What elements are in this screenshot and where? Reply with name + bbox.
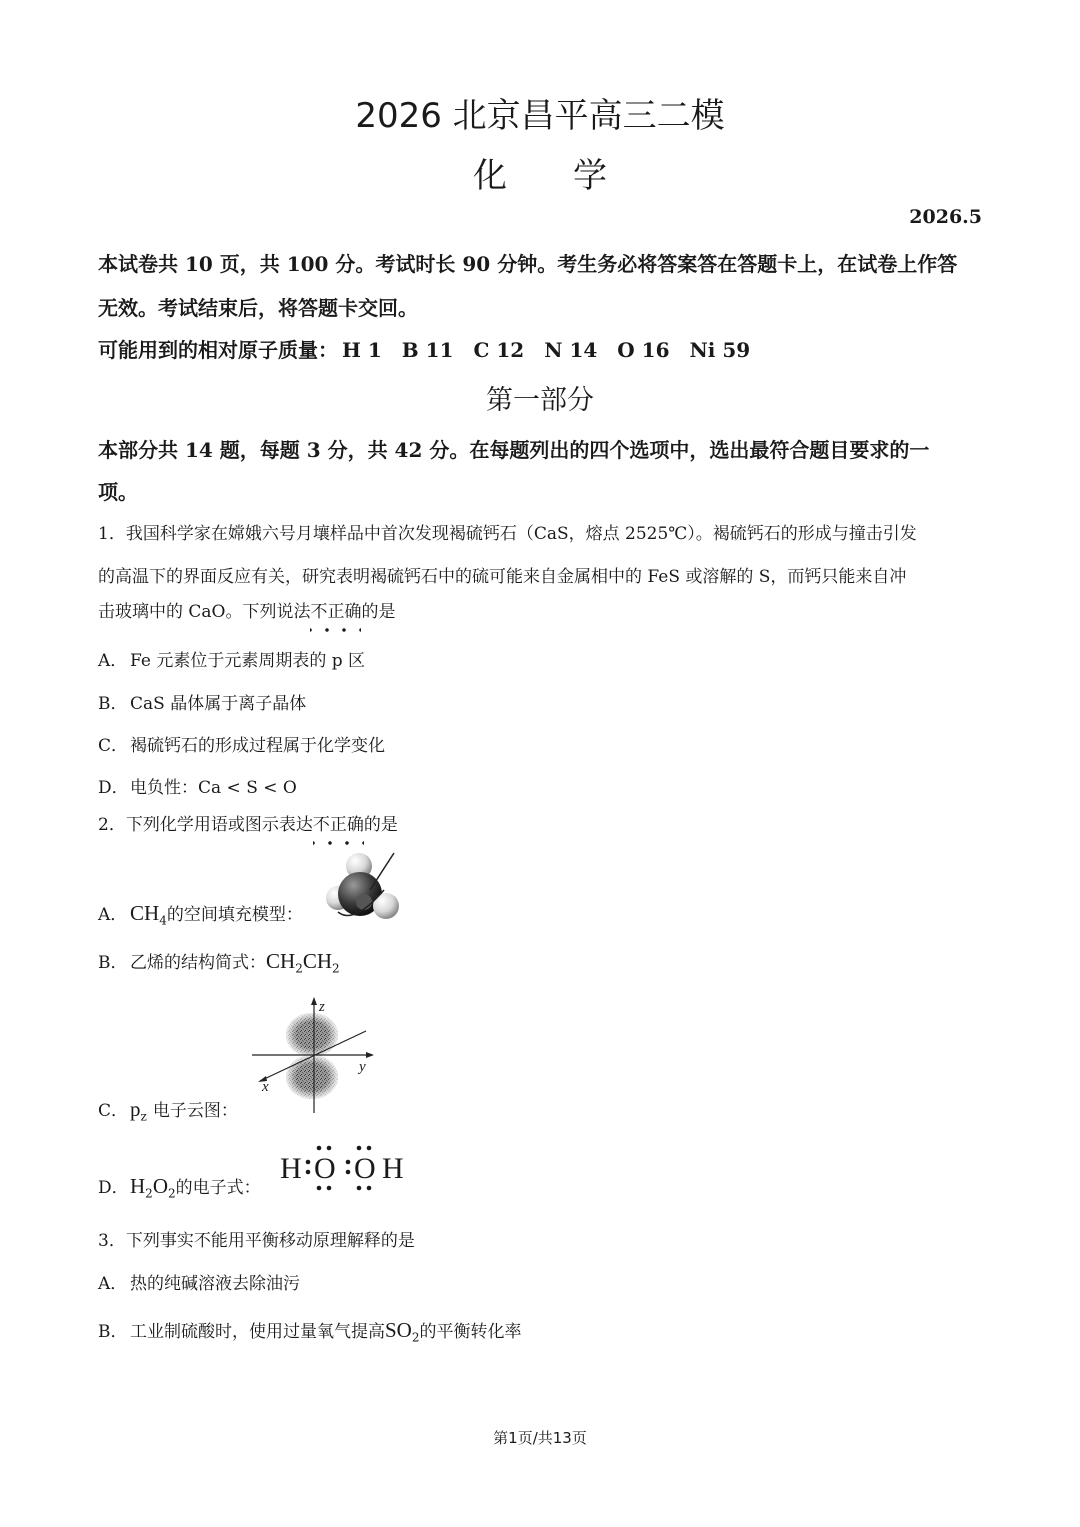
- option-text: 乙烯的结构简式：: [130, 953, 266, 973]
- exam-date: 2026.5: [909, 206, 982, 228]
- option-label: B．: [98, 1322, 128, 1342]
- option-label: A．: [98, 1274, 128, 1294]
- atomic-mass-o: O 16: [617, 338, 670, 362]
- q2-emphasis: 不正确: [312, 815, 364, 835]
- option-text: 褐硫钙石的形成过程属于化学变化: [130, 736, 385, 756]
- option-label: C．: [98, 1101, 129, 1121]
- atomic-mass-c: C 12: [473, 338, 525, 362]
- section-desc-line-2: 项。: [98, 480, 138, 504]
- q1-stem-text: 击玻璃中的 CaO。下列说法: [98, 602, 311, 622]
- formula: O: [152, 1174, 168, 1198]
- axis-y-label: y: [359, 1059, 366, 1075]
- option-text: 电子云图：: [152, 1101, 238, 1121]
- lewis-o-left: O: [314, 1152, 336, 1185]
- q1-stem-line-2: 的高温下的界面反应有关，研究表明褐硫钙石中的硫可能来自金属相中的 FeS 或溶解的 S，而钙只能来自冲: [98, 567, 907, 587]
- methane-space-filling-model-icon: [324, 850, 404, 925]
- q3-option-a: [98, 1269, 300, 1294]
- option-label: B．: [98, 953, 128, 973]
- h2o2-lewis-structure: [278, 1140, 408, 1194]
- q1-option-b: [98, 689, 306, 714]
- q1-option-d: [98, 773, 297, 798]
- q2-stem-end: 的是: [363, 815, 398, 835]
- formula: CH: [130, 901, 160, 925]
- option-text: CaS 晶体属于离子晶体: [130, 694, 307, 714]
- pz-orbital-diagram-icon: [248, 995, 378, 1113]
- subscript: 2: [167, 1186, 176, 1201]
- subscript: 2: [295, 961, 303, 976]
- option-text-end: 的平衡转化率: [419, 1322, 522, 1342]
- atomic-mass-h: H 1: [342, 338, 382, 362]
- atomic-mass-b: B 11: [401, 338, 454, 362]
- option-label: A．: [98, 905, 128, 925]
- option-label: D．: [98, 1178, 129, 1198]
- section-desc-line-1: 本部分共 14 题，每题 3 分，共 42 分。在每题列出的四个选项中，选出最符合题目要求的一: [98, 438, 930, 462]
- q1-option-c: [98, 731, 385, 756]
- axis-z-label: z: [319, 999, 325, 1015]
- page-footer: 第1页/共13页: [493, 1429, 587, 1447]
- subscript: 4: [159, 913, 167, 928]
- q3-option-b: [98, 1317, 522, 1344]
- subscript: 2: [332, 961, 340, 976]
- formula: p: [130, 1097, 141, 1121]
- option-text: Fe 元素位于元素周期表的 p 区: [130, 651, 366, 671]
- option-text: 工业制硫酸时，使用过量氧气提高: [130, 1322, 385, 1342]
- q2-option-a: [98, 900, 303, 927]
- section-title: 第一部分: [486, 385, 594, 416]
- q1-option-a: [98, 646, 365, 671]
- formula: H: [130, 1174, 146, 1198]
- option-text: 电负性：Ca < S < O: [130, 778, 297, 798]
- q1-stem-line-3: [98, 597, 395, 622]
- formula: SO: [385, 1318, 412, 1342]
- subscript: z: [140, 1109, 147, 1124]
- exam-title: 2026 北京昌平高三二模: [355, 96, 725, 136]
- instructions-line-1: 本试卷共 10 页，共 100 分。考试时长 90 分钟。考生务必将答案答在答题卡上，在试卷上作答: [98, 252, 958, 276]
- atomic-mass-ni: Ni 59: [689, 338, 751, 362]
- lewis-h-right: H: [382, 1152, 404, 1185]
- atomic-mass-label: 可能用到的相对原子质量：: [98, 338, 338, 362]
- q3-stem: 3．下列事实不能用平衡移动原理解释的是: [98, 1231, 415, 1251]
- subscript: 2: [411, 1330, 420, 1345]
- q2-option-d: [98, 1173, 261, 1200]
- formula: CH: [302, 949, 333, 973]
- option-label: C．: [98, 736, 129, 756]
- q2-stem-text: 2．下列化学用语或图示表达: [98, 815, 313, 835]
- q1-stem-end: 的是: [361, 602, 396, 622]
- option-text: 热的纯碱溶液去除油污: [130, 1274, 300, 1294]
- option-text: 的电子式：: [175, 1178, 261, 1198]
- q2-stem: [98, 810, 398, 835]
- subject-title: [0, 148, 1080, 197]
- lewis-o-right: O: [354, 1152, 376, 1185]
- subject-char-2: 学: [573, 156, 607, 196]
- option-label: D．: [98, 778, 129, 798]
- axis-x-label: x: [262, 1079, 269, 1095]
- instructions-line-2: 无效。考试结束后，将答题卡交回。: [98, 296, 418, 320]
- q1-emphasis: 不正确: [310, 602, 362, 622]
- atomic-masses: [98, 334, 750, 363]
- option-text: 的空间填充模型：: [166, 905, 303, 925]
- subscript: 2: [145, 1186, 153, 1201]
- q2-option-c: [98, 1096, 238, 1123]
- formula: CH: [266, 949, 296, 973]
- option-label: B．: [98, 694, 128, 714]
- subject-char-1: 化: [473, 156, 507, 196]
- atomic-mass-n: N 14: [544, 338, 598, 362]
- option-label: A．: [98, 651, 128, 671]
- lewis-h-left: H: [280, 1152, 302, 1185]
- q1-stem-line-1: 1．我国科学家在嫦娥六号月壤样品中首次发现褐硫钙石（CaS，熔点 2525℃）。褐硫钙石的形成与撞击引发: [98, 524, 917, 544]
- q2-option-b: [98, 948, 340, 975]
